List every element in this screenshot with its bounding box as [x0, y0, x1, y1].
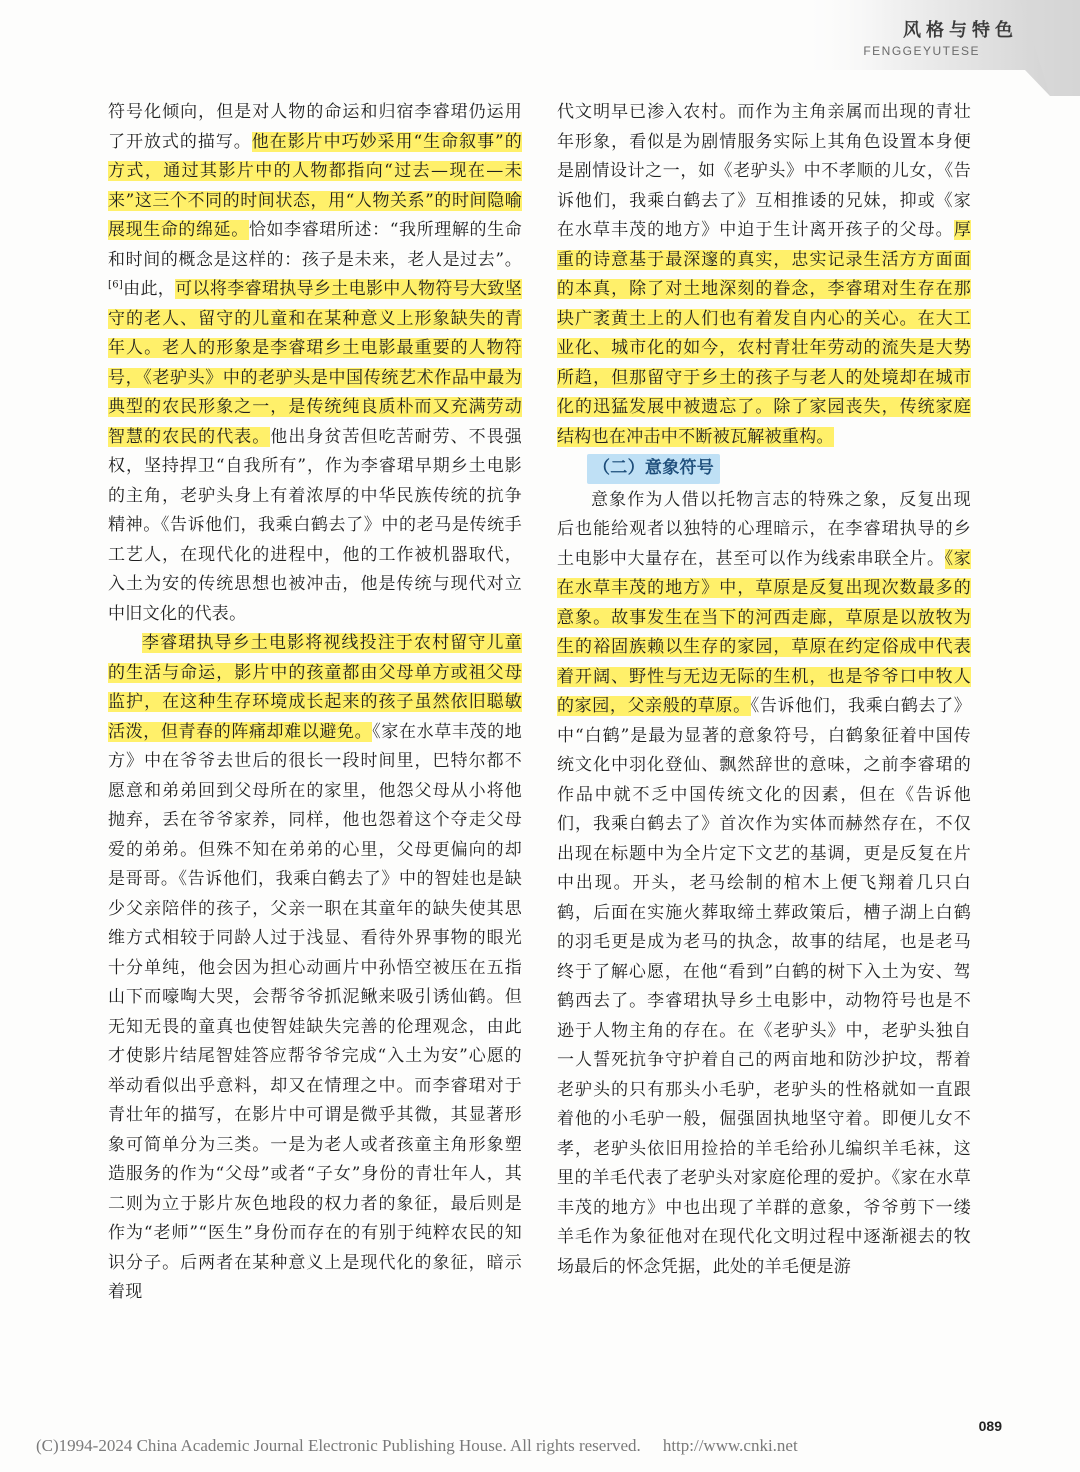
paragraph [557, 98, 971, 452]
paragraph [108, 629, 522, 1308]
page-number: 089 [978, 1418, 1002, 1434]
body-text: 由此， [123, 279, 176, 299]
citation-marker: [6] [108, 279, 124, 291]
highlighted-text: 可以将李睿珺执导乡土电影中人物符号大致坚守的老人、留守的儿童和在某种意义上形象缺失的青年人。老人的形象是李睿珺乡土电影最重要的人物符号，《老驴头》中的老驴头是中国传统艺术作品中最为典型的农民形象之一，是传统纯良质朴而又充满劳动智慧的农民的代表。 [108, 279, 522, 447]
highlighted-text: 他在影片中巧妙采用“生命叙事”的方式，通过其影片中的人物都指向“过去—现在—未来”这三个不同的时间状态，用“人物关系”的时间隐喻展现生命的绵延。 [108, 131, 522, 240]
section-subtitle: FENGGEYUTESE [863, 44, 980, 58]
body-text: 他出身贫苦但吃苦耐劳、不畏强权，坚持捍卫“自我所有”，作为李睿珺早期乡土电影的主角，老驴头身上有着浓厚的中华民族传统的抗争精神。《告诉他们，我乘白鹤去了》中的老马是传统手工艺人，在现代化的进程中，他的工作被机器取代，入土为安的传统思想也被冲击，他是传统与现代对立中旧文化的代表。 [108, 426, 523, 624]
copyright-text: (C)1994-2024 China Academic Journal Electronic Publishing House. All rights reserved. [36, 1436, 641, 1455]
body-text: 意象作为人借以托物言志的特殊之象，反复出现后也能给观者以独特的心理暗示，在李睿珺执导的乡土电影中大量存在，甚至可以作为线索串联全片。 [557, 489, 971, 569]
copyright-footer [36, 1436, 798, 1456]
footer-url[interactable]: http://www.cnki.net [662, 1436, 798, 1455]
left-column [108, 98, 522, 1308]
body-text: 代文明早已渗入农村。而作为主角亲属而出现的青壮年形象，看似是为剧情服务实际上其角色设置本身便是剧情设计之一，如《老驴头》中不孝顺的儿女，《告诉他们，我乘白鹤去了》互相推诿的兄妹，抑或《家在水草丰茂的地方》中迫于生计离开孩子的父母。 [557, 102, 971, 240]
section-heading: （二）意象符号 [587, 454, 720, 484]
body-text: 《告诉他们，我乘白鹤去了》中“白鹤”是最为显著的意象符号，白鹤象征着中国传统文化中羽化登仙、飘然辞世的意味，之前李睿珺的作品中就不乏中国传统文化的因素，但在《告诉他们，我乘白鹤去了》首次作为实体而赫然存在，不仅出现在标题中为全片定下文艺的基调，更是反复在片中出现。开头，老马绘制的棺木上便飞翔着几只白鹤，后面在实施火葬取缔土葬政策后，槽子湖上白鹤的羽毛更是成为老马的执念，故事的结尾，也是老马终于了解心愿，在他“看到”白鹤的树下入土为安、驾鹤西去了。李睿珺执导乡土电影中，动物符号也是不逊于人物主角的存在。在《老驴头》中，老驴头独自一人誓死抗争守护着自己的两亩地和防沙护坟，帮着老驴头的只有那头小毛驴，老驴头的性格就如一直跟着他的小毛驴一般，倔强固执地坚守着。即便儿女不孝，老驴头依旧用捡拾的羊毛给孙儿编织羊毛袜，这里的羊毛代表了老驴头对家庭伦理的爱护。《家在水草丰茂的地方》中也出现了羊群的意象，爷爷剪下一缕羊毛作为象征他对在现代化文明过程中逐渐褪去的牧场最后的怀念凭据，此处的羊毛便是游 [557, 696, 971, 1277]
section-heading-row [557, 452, 971, 486]
body-text: 《家在水草丰茂的地方》中在爷爷去世后的很长一段时间里，巴特尔都不愿意和弟弟回到父母所在的家里，他怨父母从小将他抛弃，丢在爷爷家养，同样，他也怨着这个夺走父母爱的弟弟。但殊不知在弟弟的心里，父母更偏向的却是哥哥。《告诉他们，我乘白鹤去了》中的智娃也是缺少父亲陪伴的孩子，父亲一职在其童年的缺失使其思维方式相较于同龄人过于浅显、看待外界事物的眼光十分单纯，他会因为担心动画片中孙悟空被压在五指山下而嚎啕大哭，会帮爷爷抓泥鳅来吸引诱仙鹤。但无知无畏的童真也使智娃缺失完善的伦理观念，由此才使影片结尾智娃答应帮爷爷完成“入土为安”心愿的举动看似出乎意料，却又在情理之中。而李睿珺对于青壮年的描写，在影片中可谓是微乎其微，其显著形象可简单分为三类。一是为老人或者孩童主角形象塑造服务的作为“父母”或者“子女”身份的青壮年人，其二则为立于影片灰色地段的权力者的象征，最后则是作为“老师”“医生”身份而存在的有别于纯粹农民的知识分子。后两者在某种意义上是现代化的象征，暗示着现 [108, 721, 523, 1302]
body-text: 恰如李睿珺所述：“我所理解的生命和时间的概念是这样的：孩子是未来，老人是过去”。 [108, 220, 522, 270]
right-column [557, 98, 971, 1282]
section-title: 风格与特色 [903, 20, 1018, 41]
paragraph [108, 98, 522, 629]
section-header [750, 0, 1080, 96]
paragraph [557, 486, 971, 1283]
body-text: 符号化倾向，但是对人物的命运和归宿李睿珺仍运用了开放式的描写。 [108, 102, 522, 152]
highlighted-text: 李睿珺执导乡土电影将视线投注于农村留守儿童的生活与命运，影片中的孩童都由父母单方或祖父母监护，在这种生存环境成长起来的孩子虽然依旧聪敏活泼，但青春的阵痛却难以避免。 [108, 633, 522, 742]
highlighted-text: 《家在水草丰茂的地方》中，草原是反复出现次数最多的意象。故事发生在当下的河西走廊，草原是以放牧为生的裕固族赖以生存的家园，草原在约定俗成中代表着开阔、野性与无边无际的生机，也是爷爷口中牧人的家园，父亲般的草原。 [557, 548, 971, 716]
highlighted-text: 厚重的诗意基于最深邃的真实，忠实记录生活方方面面的本真，除了对土地深刻的眷念，李睿珺对生存在那块广袤黄土上的人们也有着发自内心的关心。在大工业化、城市化的如今，农村青壮年劳动的流失是大势所趋，但那留守于乡土的孩子与老人的处境却在城市化的迅猛发展中被遗忘了。除了家园丧失，传统家庭结构也在冲击中不断被瓦解被重构。 [557, 220, 971, 447]
